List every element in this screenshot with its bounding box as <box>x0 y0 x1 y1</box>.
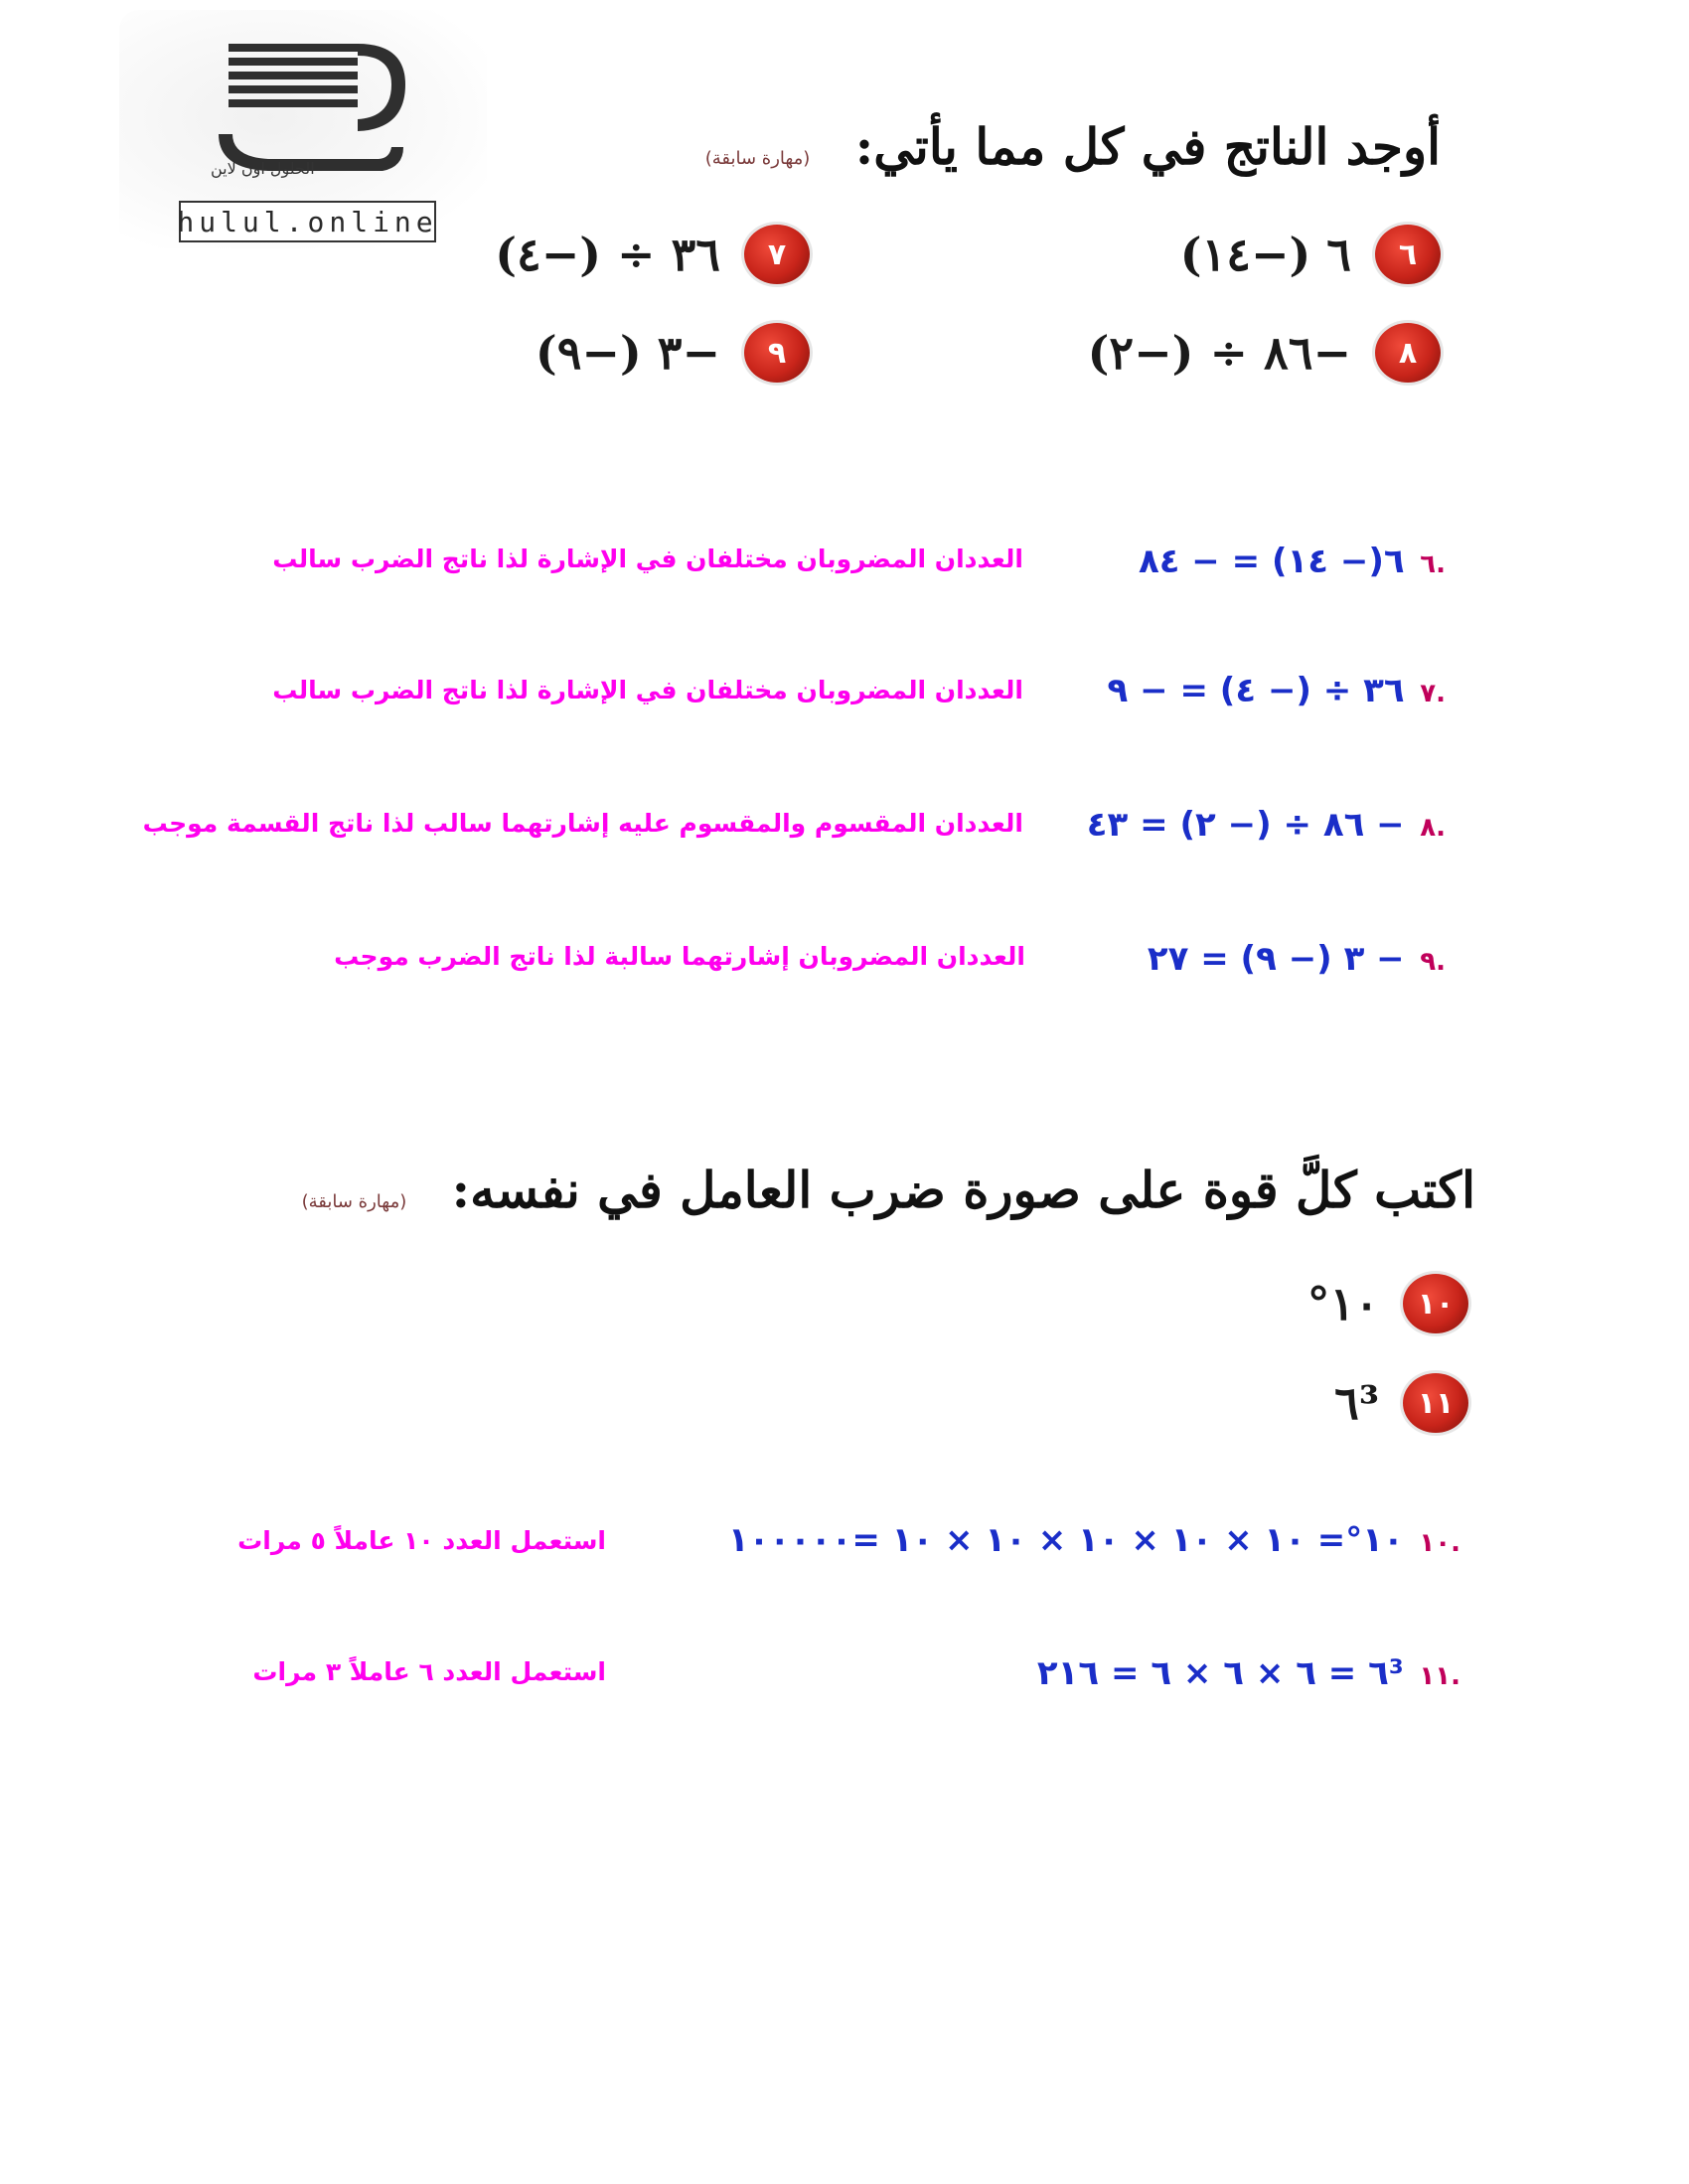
answer-8-explanation: العددان المقسوم والمقسوم عليه إشارتهما سالب لذا ناتج القسمة موجب <box>142 809 1023 838</box>
answer-number: .٩ <box>1420 947 1446 977</box>
section1-tag: (مهارة سابقة) <box>704 148 811 169</box>
answer-9-explanation: العددان المضروبان إشارتهما سالبة لذا ناتج الضرب موجب <box>334 942 1025 971</box>
logo-url: hulul.online <box>177 205 438 238</box>
answer-equation: ١٠°= ١٠ × ١٠ × ١٠ × ١٠ × ١٠ =١٠٠٠٠٠ <box>727 1520 1404 1560</box>
exercise-expression: ٣٦ ÷ (−٤) <box>495 228 720 281</box>
exercise-10 <box>1307 1274 1468 1333</box>
exercise-expression: −٨٦ ÷ (−٢) <box>1087 326 1351 380</box>
exercise-8 <box>1088 323 1441 383</box>
exercise-expression: ٦³ <box>1334 1376 1379 1430</box>
exercise-expression: ٦ (−١٤) <box>1179 228 1351 281</box>
answer-number: .١١ <box>1419 1661 1460 1691</box>
exercise-6 <box>1180 225 1441 284</box>
exercise-7 <box>495 225 810 284</box>
answer-equation: ٣٦ ÷ (− ٤) = − ٩ <box>1107 671 1405 710</box>
answer-11 <box>1037 1653 1460 1693</box>
answer-number: .١٠ <box>1419 1528 1460 1558</box>
answer-equation: ٦³ = ٦ × ٦ × ٦ = ٢١٦ <box>1036 1653 1404 1693</box>
answer-number: .٨ <box>1420 813 1446 843</box>
answer-equation: ٦(− ١٤) = − ٨٤ <box>1138 542 1405 581</box>
exercise-number-badge: ٦ <box>1375 225 1441 284</box>
exercise-number-badge: ١٠ <box>1403 1274 1468 1333</box>
answer-9 <box>1148 939 1446 979</box>
exercise-number-badge: ١١ <box>1403 1373 1468 1433</box>
answer-number: .٧ <box>1420 679 1446 708</box>
answer-7-explanation: العددان المضروبان مختلفان في الإشارة لذا ناتج الضرب سالب <box>272 676 1023 704</box>
answer-11-explanation: استعمل العدد ٦ عاملاً ٣ مرات <box>252 1657 606 1686</box>
logo-url-box <box>179 201 436 242</box>
section1-title: أوجد الناتج في كل مما يأتي: <box>854 117 1441 176</box>
section2-heading <box>302 1161 1475 1219</box>
answer-6 <box>1139 542 1446 581</box>
answer-8 <box>1087 805 1446 845</box>
section2-title: اكتب كلَّ قوة على صورة ضرب العامل في نفسه: <box>451 1161 1475 1219</box>
section2-tag: (مهارة سابقة) <box>301 1191 407 1212</box>
answer-equation: − ٨٦ ÷ (− ٢) = ٤٣ <box>1086 805 1405 845</box>
exercise-expression: −٣ (−٩) <box>535 326 720 380</box>
answer-10 <box>728 1520 1460 1560</box>
answer-7 <box>1108 671 1446 710</box>
answer-number: .٦ <box>1420 549 1446 579</box>
book-logo-icon <box>209 40 407 179</box>
exercise-9 <box>536 323 810 383</box>
exercise-number-badge: ٧ <box>744 225 810 284</box>
exercise-number-badge: ٩ <box>744 323 810 383</box>
hulul-logo <box>119 10 487 248</box>
answer-6-explanation: العددان المضروبان مختلفان في الإشارة لذا ناتج الضرب سالب <box>272 545 1023 573</box>
logo-tagline: الحلول اون لاين <box>211 159 315 178</box>
exercise-11 <box>1334 1373 1468 1433</box>
answer-10-explanation: استعمل العدد ١٠ عاملاً ٥ مرات <box>237 1526 606 1555</box>
exercise-expression: ١٠° <box>1306 1277 1379 1330</box>
exercise-number-badge: ٨ <box>1375 323 1441 383</box>
section1-heading <box>705 117 1441 176</box>
answer-equation: − ٣ (− ٩) = ٢٧ <box>1147 939 1405 979</box>
